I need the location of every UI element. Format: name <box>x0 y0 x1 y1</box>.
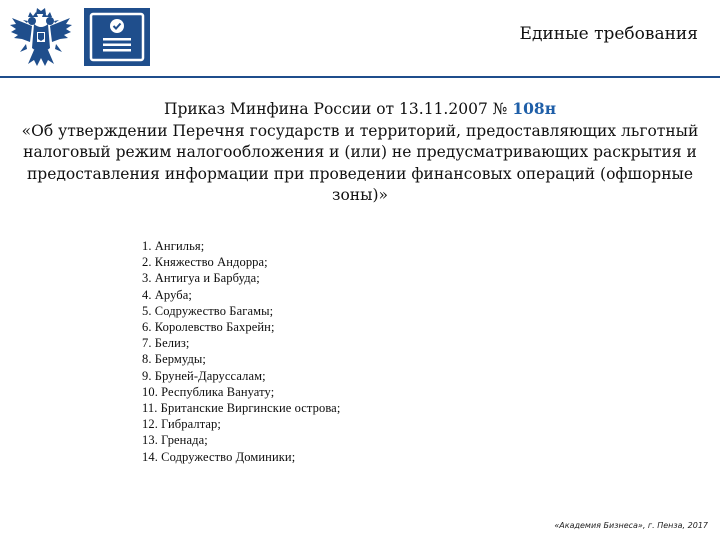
list-item: 13. Гренада; <box>142 433 208 448</box>
list-item: 5. Содружество Багамы; <box>142 303 274 318</box>
list-item: 14. Содружество Доминики; <box>142 449 296 464</box>
order-title-prefix: Приказ Минфина России от 13.11.2007 № <box>163 100 508 118</box>
list-item: 7. Белиз; <box>142 336 190 351</box>
order-title-line <box>20 98 700 121</box>
list-item: 4. Аруба; <box>142 287 192 302</box>
double-headed-eagle-emblem-icon <box>8 8 74 70</box>
list-item: 12. Гибралтар; <box>142 417 221 432</box>
footer-credit: «Академия Бизнеса», г. Пенза, 2017 <box>554 521 708 530</box>
certified-document-icon <box>84 8 150 66</box>
list-item: 9. Бруней-Даруссалам; <box>142 368 266 383</box>
offshore-zones-scan <box>142 238 442 480</box>
list-item: 10. Республика Вануату; <box>142 384 275 399</box>
list-item: 2. Княжество Андорра; <box>142 255 268 270</box>
list-item: 8. Бермуды; <box>142 352 206 367</box>
header-divider <box>0 76 720 78</box>
header-title: Единые требования <box>519 24 698 44</box>
order-heading <box>20 98 700 207</box>
list-item: 3. Антигуа и Барбуда; <box>142 271 260 286</box>
list-item: 1. Ангилья; <box>142 239 205 253</box>
list-item: 6. Королевство Бахрейн; <box>142 320 275 335</box>
order-number: 108н <box>512 99 557 118</box>
list-item: 11. Британские Виргинские острова; <box>142 401 341 416</box>
order-description: «Об утверждении Перечня государств и территорий, предоставляющих льготный налоговый режим налогообложения и (или) не предусматривающих раскрытия и предоставления информации при проведении финансовых операций (офшорные зоны)» <box>21 121 699 204</box>
slide-header <box>0 0 720 80</box>
offshore-zones-list <box>142 238 442 465</box>
